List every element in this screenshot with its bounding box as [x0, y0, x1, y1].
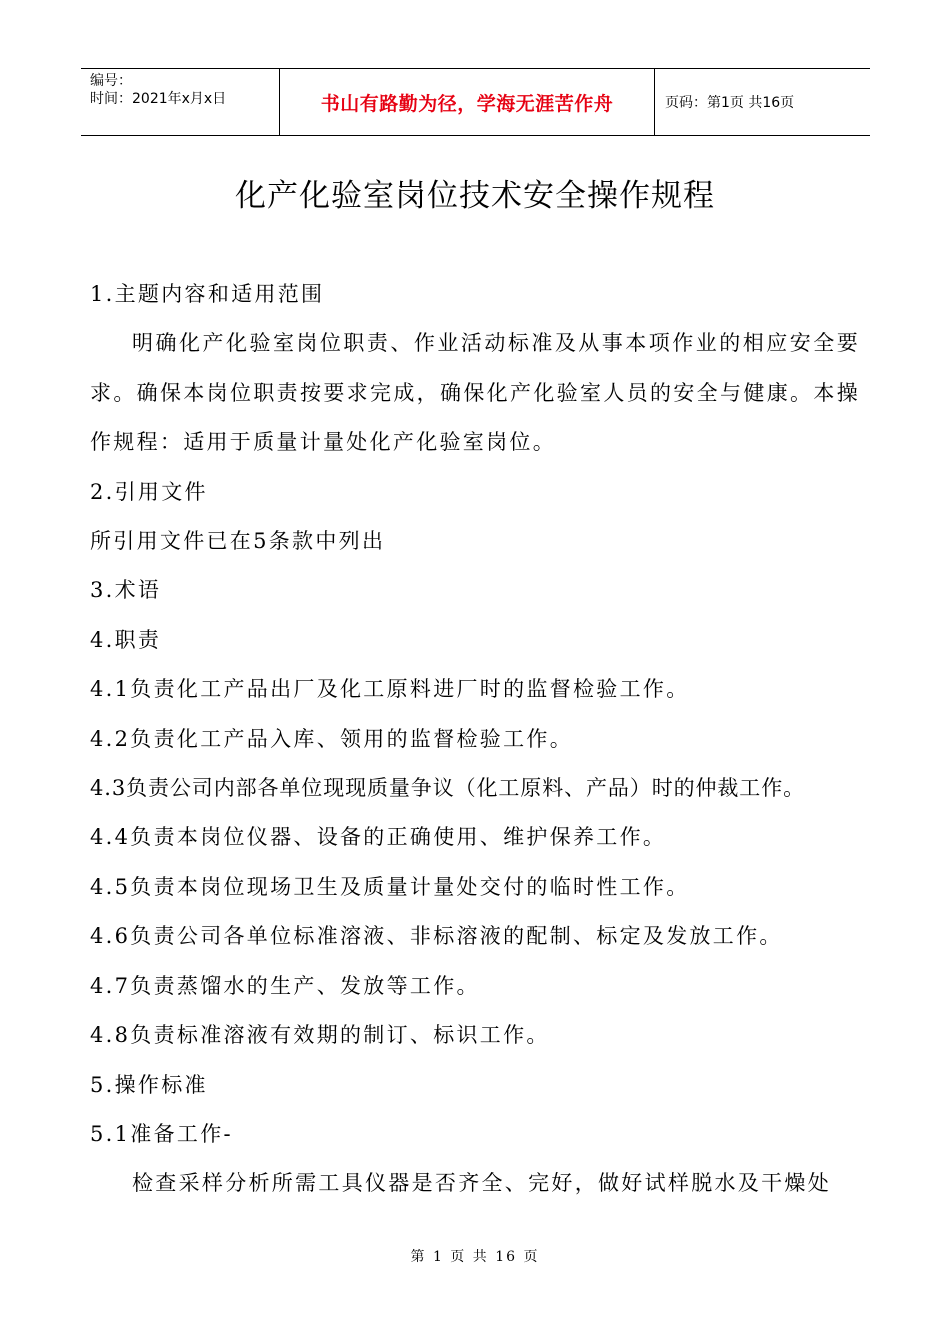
- header-motto: 书山有路勤为径，学海无涯苦作舟: [320, 92, 614, 115]
- section-heading: 3.术语: [90, 578, 162, 603]
- header-meta: [81, 69, 280, 135]
- page-footer: 第 1 页 共 16 页: [410, 1249, 540, 1265]
- list-item: 4.2负责化工产品入库、领用的监督检验工作。: [90, 726, 573, 751]
- list-item: 4.6负责公司各单位标准溶液、非标溶液的配制、标定及发放工作。: [90, 924, 783, 949]
- list-item: 4.8负责标准溶液有效期的制订、标识工作。: [90, 1023, 550, 1048]
- header-page-code: 页码：第1页 共16页: [665, 95, 795, 111]
- list-item: 4.4负责本岗位仪器、设备的正确使用、维护保养工作。: [90, 825, 667, 850]
- list-item: 4.7负责蒸馏水的生产、发放等工作。: [90, 973, 480, 998]
- list-item: 4.3负责公司内部各单位现现质量争议（化工原料、产品）时的仲裁工作。: [90, 776, 805, 801]
- section-heading: 4.职责: [90, 627, 162, 652]
- body-paragraph: 所引用文件已在5条款中列出: [90, 529, 386, 554]
- document-number-label: 编号：: [90, 73, 132, 89]
- list-item: 4.1负责化工产品出厂及化工原料进厂时的监督检验工作。: [90, 677, 690, 702]
- document-date-label: 时间：2021年x月x日: [90, 91, 227, 107]
- section-heading: 2.引用文件: [90, 479, 208, 504]
- section-heading: 1.主题内容和适用范围: [90, 282, 325, 306]
- list-item: 4.5负责本岗位现场卫生及质量计量处交付的临时性工作。: [90, 874, 690, 899]
- document-body: [90, 270, 860, 1209]
- document-header: [81, 68, 870, 136]
- body-paragraph: 明确化产化验室岗位职责、作业活动标准及从事本项作业的相应安全要求。确保本岗位职责按要求完成，确保化产化验室人员的安全与健康。本操作规程：适用于质量计量处化产化验室岗位。: [90, 331, 860, 455]
- section-heading: 5.操作标准: [90, 1072, 208, 1097]
- subsection-heading: 5.1准备工作-: [90, 1121, 233, 1146]
- document-title: 化产化验室岗位技术安全操作规程: [235, 178, 715, 214]
- body-paragraph: 检查采样分析所需工具仪器是否齐全、完好，做好试样脱水及干燥处: [132, 1171, 831, 1196]
- header-motto-cell: [280, 69, 655, 135]
